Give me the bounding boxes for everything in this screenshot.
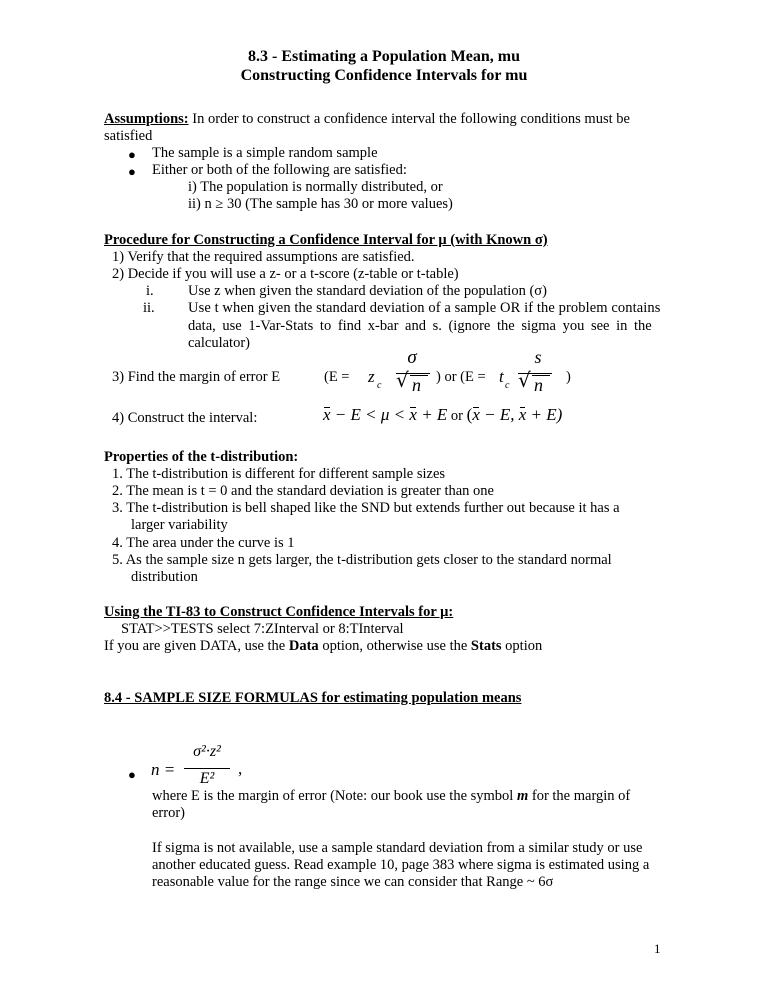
assumptions-label: Assumptions:: [104, 111, 189, 127]
sample-size-note-cont: error): [152, 805, 186, 821]
assumption-bullet: Either or both of the following are satisfied:: [152, 162, 407, 178]
procedure-substep-cont: data, use 1-Var-Stats to find x-bar and s. (ignore the sigma you see in the: [188, 318, 652, 334]
ti83-instruction: STAT>>TESTS select 7:ZInterval or 8:TInterval: [121, 621, 404, 637]
document-page: 8.3 - Estimating a Population Mean, mu Constructing Confidence Intervals for mu Assumptions: In order to construct a confidence interval the following conditions must be satisfied ● The sample is a simple random sample ● Either or both of the following are satisfied: i) The population is normally distributed, or ii) n ≥ 30 (The sample has 30 or more values) Procedure for Constructing a Confidence Interval for μ (with Known σ) 1) Verify that the required assumptions are satisfied. 2) Decide if you will use a z- or a t-score (z-table or t-table) i. Use z when given the standard deviation of the population (σ) ii. Use t when given the standard deviation of a sample OR if the problem contains data, use 1-Var-Stats to find x-bar and s. (ignore the sigma you see in the calculator) 3) Find the margin of error E (E = z c σ √ n ) or (E = t c s √ n ) 4) Construct the interval: x − E < μ < x + E or (x − E, x + E) Properties of the t-distribution: 1. The t-distribution is different for different sample sizes 2. The mean is t = 0 and the standard deviation is greater than one 3. The t-distribution is bell shaped like the SND but extends further out because it has a larger variability 4. The area under the curve is 1 5. As the sample size n gets larger, the t-distribution gets closer to the standard normal distribution Using the TI-83 to Construct Confidence Intervals for μ: STAT>>TESTS select 7:ZInterval or 8:TInterval If you are given DATA, use the Data option, otherwise use the Stats option 8.4 - SAMPLE SIZE FORMULAS for estimating population means ● n = σ²·z² E² , where E is the margin of error (Note: our book use the symbol m for the margin of error) If sigma is not available, use a sample standard deviation from a similar study or use another educated guess. Read example 10, page 383 where sigma is estimated using a reasonable value for the range since we can consider that Range ~ 6σ 1: [0, 0, 768, 994]
property-item: 4. The area under the curve is 1: [112, 535, 295, 551]
roman-numeral: ii.: [143, 300, 155, 316]
procedure-step: 4) Construct the interval:: [112, 410, 258, 426]
roman-numeral: i.: [146, 283, 154, 299]
procedure-substep-cont: calculator): [188, 335, 250, 351]
assumptions-intro-cont: satisfied: [104, 128, 153, 144]
ti83-instruction: If you are given DATA, use the Data option, otherwise use the Stats option: [104, 638, 543, 654]
bullet-icon: ●: [128, 767, 136, 782]
sample-size-paragraph: reasonable value for the range since we can consider that Range ~ 6σ: [152, 874, 554, 890]
assumptions-intro: Assumptions: In order to construct a confidence interval the following conditions must be: [104, 111, 630, 127]
property-item-cont: distribution: [131, 569, 198, 585]
ti83-heading: Using the TI-83 to Construct Confidence Intervals for μ:: [104, 604, 454, 620]
page-title: 8.3 - Estimating a Population Mean, mu: [247, 48, 520, 65]
bullet-icon: ●: [128, 164, 136, 179]
assumption-bullet: The sample is a simple random sample: [152, 145, 378, 161]
procedure-heading: Procedure for Constructing a Confidence Interval for μ (with Known σ): [104, 232, 548, 248]
sample-size-note: where E is the margin of error (Note: our book use the symbol m for the margin of: [152, 788, 631, 804]
assumption-sub-item: ii) n ≥ 30 (The sample has 30 or more values): [188, 196, 453, 212]
bullet-icon: ●: [128, 147, 136, 162]
procedure-substep: Use z when given the standard deviation of the population (σ): [188, 283, 547, 299]
sample-size-paragraph: If sigma is not available, use a sample standard deviation from a similar study or use: [152, 840, 643, 856]
assumption-sub-item: i) The population is normally distributed, or: [188, 179, 443, 195]
page-number: 1: [654, 941, 661, 956]
section-84-heading: 8.4 - SAMPLE SIZE FORMULAS for estimating population means: [104, 690, 522, 706]
procedure-step: 1) Verify that the required assumptions are satisfied.: [112, 249, 415, 265]
properties-heading: Properties of the t-distribution:: [104, 449, 299, 465]
property-item: 1. The t-distribution is different for different sample sizes: [112, 466, 446, 482]
procedure-step: 2) Decide if you will use a z- or a t-score (z-table or t-table): [112, 266, 459, 282]
property-item: 3. The t-distribution is bell shaped like the SND but extends further out because it has a: [112, 500, 620, 516]
property-item-cont: larger variability: [131, 517, 228, 533]
sample-size-paragraph: another educated guess. Read example 10, page 383 where sigma is estimated using a: [152, 857, 650, 873]
procedure-substep: Use t when given the standard deviation of a sample OR if the problem contains: [188, 300, 661, 316]
property-item: 5. As the sample size n gets larger, the t-distribution gets closer to the standard normal: [112, 552, 612, 568]
confidence-interval-formula: x − E < μ < x + E or (x − E, x + E): [323, 405, 563, 424]
property-item: 2. The mean is t = 0 and the standard deviation is greater than one: [112, 483, 494, 499]
page-subtitle: Constructing Confidence Intervals for mu: [240, 67, 528, 84]
procedure-step: 3) Find the margin of error E: [112, 369, 281, 385]
